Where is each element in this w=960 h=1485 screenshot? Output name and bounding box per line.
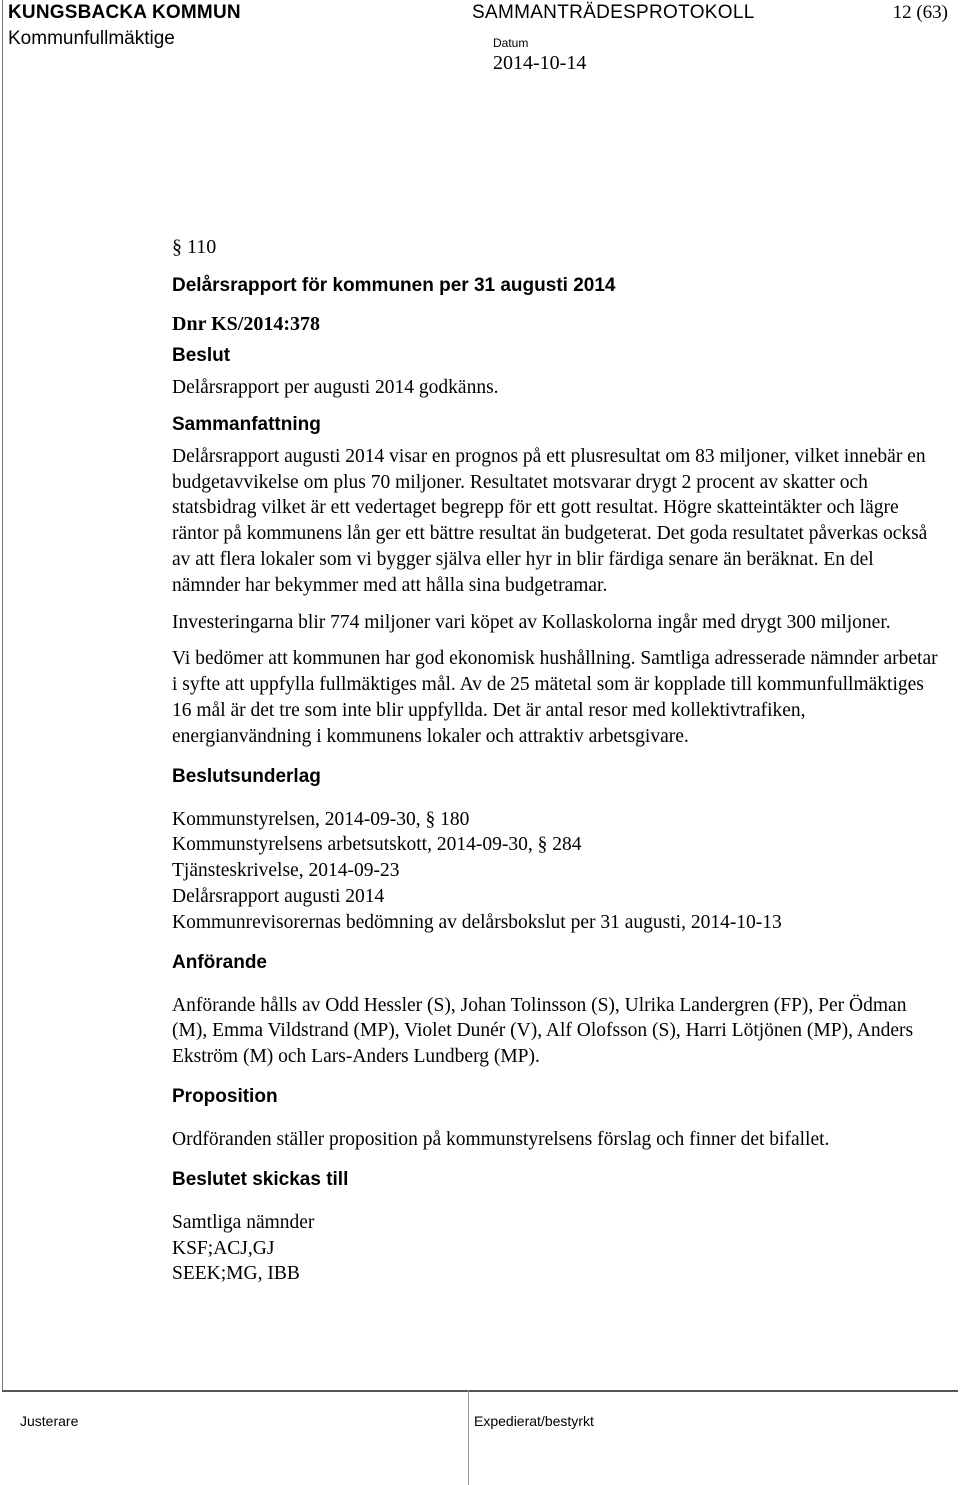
document-type: SAMMANTRÄDESPROTOKOLL [472, 2, 755, 23]
body-name: Kommunfullmäktige [8, 28, 175, 49]
sammanfattning-paragraph: Vi bedömer att kommunen har god ekonomisk hushållning. Samtliga adresserade nämnder arbetar i syfte att uppfylla fullmäktiges mål. Av de 25 mätetal som är kopplade till kommunfullmäktiges 16 mål är det tre som inte blir uppfyllda. Det är antal resor med kollektivtrafiken, energianvändning i kommunens lokaler och attraktiv arbetsgivare. [172, 648, 938, 747]
anforande-heading: Anförande [172, 951, 267, 973]
meeting-date: 2014-10-14 [493, 52, 587, 74]
page-number: 12 (63) [892, 2, 948, 23]
underlag-item: Kommunrevisorernas bedömning av delårsbokslut per 31 augusti, 2014-10-13 [172, 911, 782, 933]
proposition-heading: Proposition [172, 1085, 278, 1107]
date-label: Datum [493, 36, 529, 50]
diary-number: Dnr KS/2014:378 [172, 313, 320, 335]
beslutsunderlag-heading: Beslutsunderlag [172, 765, 321, 787]
sammanfattning-paragraph: Investeringarna blir 774 miljoner vari köpet av Kollaskolorna ingår med drygt 300 miljoner. [172, 611, 891, 633]
underlag-item: Kommunstyrelsens arbetsutskott, 2014-09-30, § 284 [172, 834, 582, 856]
skickas-heading: Beslutet skickas till [172, 1168, 349, 1190]
recipient-item: KSF;ACJ,GJ [172, 1237, 275, 1259]
sammanfattning-paragraph: Delårsrapport augusti 2014 visar en prognos på ett plusresultat om 83 miljoner, vilket innebär en budgetavvikelse om plus 70 miljoner. Resultatet motsvarar drygt 2 procent av skatter och statsbidrag vilket är ett vedertaget begrepp för ett gott resultat. Högre skatteintäkter och lägre räntor på kommunens lån ger ett bättre resultat än budgeterat. Det goda resultatet påverkas också av att flera lokaler som vi bygger själva eller hyr in blir färdiga senare än beräknat. En del nämnder har bekymmer med att hålla sina budgetramar. [172, 445, 928, 596]
sammanfattning-heading: Sammanfattning [172, 413, 321, 435]
underlag-item: Delårsrapport augusti 2014 [172, 885, 385, 907]
footer-divider [2, 1390, 958, 1392]
underlag-item: Tjänsteskrivelse, 2014-09-23 [172, 860, 400, 882]
justerare-label: Justerare [20, 1413, 79, 1429]
organization-name: KUNGSBACKA KOMMUN [8, 2, 241, 23]
underlag-item: Kommunstyrelsen, 2014-09-30, § 180 [172, 808, 470, 830]
proposition-text: Ordföranden ställer proposition på kommunstyrelsens förslag och finner det bifallet. [172, 1128, 830, 1150]
protocol-section [172, 233, 942, 1287]
beslut-text: Delårsrapport per augusti 2014 godkänns. [172, 377, 499, 398]
expedierat-label: Expedierat/bestyrkt [474, 1413, 594, 1429]
beslut-heading: Beslut [172, 345, 231, 366]
left-margin-line [2, 0, 3, 1390]
paragraph-number: § 110 [172, 236, 217, 258]
footer-column-divider [468, 1390, 469, 1485]
section-title: Delårsrapport för kommunen per 31 augusti 2014 [172, 275, 616, 296]
recipient-item: Samtliga nämnder [172, 1211, 315, 1233]
recipient-item: SEEK;MG, IBB [172, 1263, 300, 1285]
anforande-text: Anförande hålls av Odd Hessler (S), Johan Tolinsson (S), Ulrika Landergren (FP), Per Ödman (M), Emma Vildstrand (MP), Violet Dunér (V), Alf Olofsson (S), Harri Lötjönen (MP), Anders Ekström (M) och Lars-Anders Lundberg (MP). [172, 994, 914, 1068]
